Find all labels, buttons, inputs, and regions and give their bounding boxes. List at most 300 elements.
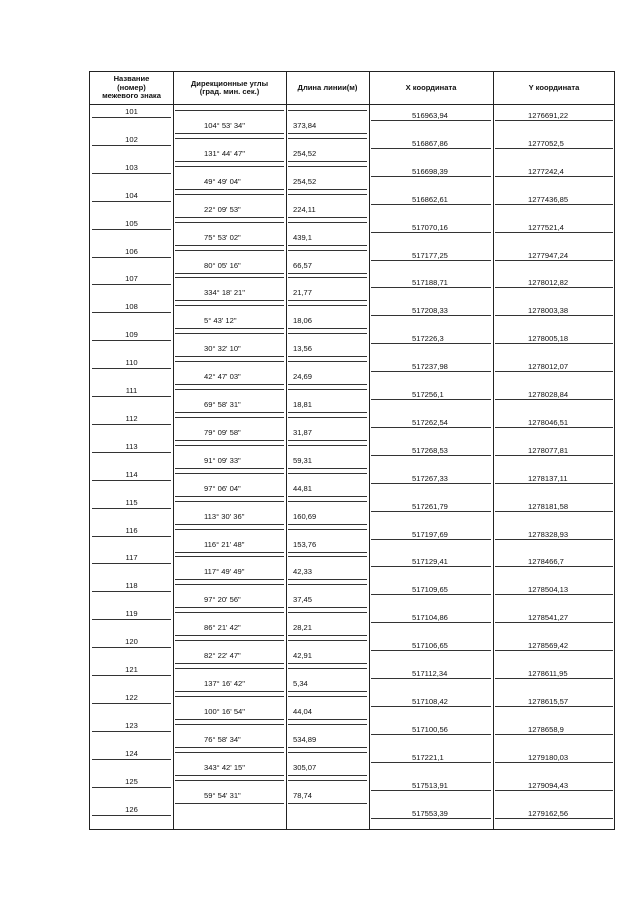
row-rule [288, 640, 367, 641]
row-rule [495, 371, 613, 372]
y-coordinate: 1278658,9 [528, 724, 564, 734]
direction-angle: 76° 58' 34" [204, 734, 241, 744]
point-name: 121 [125, 665, 138, 674]
row-rule [175, 612, 284, 613]
point-name: 114 [125, 469, 138, 479]
table-body [90, 105, 614, 831]
y-coordinate: 1278028,84 [528, 390, 569, 399]
row-rule [288, 417, 367, 418]
line-length: 66,57 [293, 260, 313, 270]
line-length: 305,07 [293, 762, 317, 772]
y-coordinate: 1276691,22 [528, 111, 569, 120]
x-coordinate: 517261,79 [412, 501, 448, 511]
row-rule [175, 166, 284, 167]
row-rule [288, 384, 367, 385]
row-rule [371, 762, 491, 763]
row-rule [371, 260, 491, 261]
row-rule [495, 260, 613, 261]
x-coordinate: 517221,1 [412, 752, 444, 762]
row-rule [288, 724, 367, 725]
row-rule [288, 803, 367, 804]
row-rule [371, 734, 491, 735]
point-name: 106 [125, 246, 138, 256]
row-rule [175, 333, 284, 334]
row-rule [92, 591, 171, 592]
row-rule [175, 222, 284, 223]
point-name: 124 [125, 748, 138, 758]
row-rule [92, 173, 171, 174]
row-rule [288, 222, 367, 223]
row-rule [371, 343, 491, 344]
row-rule [371, 483, 491, 484]
row-rule [495, 148, 613, 149]
row-rule [175, 356, 284, 357]
row-rule [371, 204, 491, 205]
row-rule [371, 511, 491, 512]
row-rule [495, 539, 613, 540]
row-rule [175, 217, 284, 218]
x-coordinate: 517108,42 [412, 696, 448, 706]
direction-angle: 86° 21' 42" [204, 623, 241, 633]
row-rule [495, 427, 613, 428]
direction-angle: 30° 32' 10" [204, 344, 241, 354]
row-rule [288, 161, 367, 162]
x-coordinate: 517177,25 [412, 250, 448, 260]
row-rule [92, 368, 171, 369]
point-name: 120 [125, 637, 138, 647]
row-rule [92, 145, 171, 146]
row-rule [175, 300, 284, 301]
y-coordinate: 1279162,56 [528, 808, 569, 818]
row-rule [288, 696, 367, 697]
row-rule [92, 759, 171, 760]
point-name: 119 [125, 609, 138, 619]
row-rule [288, 110, 367, 111]
direction-angle: 75° 53' 02" [204, 232, 241, 242]
row-rule [288, 300, 367, 301]
point-name: 110 [125, 358, 138, 368]
row-rule [175, 273, 284, 274]
row-rule [288, 501, 367, 502]
row-rule [288, 579, 367, 580]
row-rule [288, 691, 367, 692]
row-rule [288, 356, 367, 357]
row-rule [495, 650, 613, 651]
row-rule [92, 257, 171, 258]
point-name: 101 [125, 107, 138, 116]
row-rule [288, 133, 367, 134]
direction-angle: 42° 47' 03" [204, 372, 241, 382]
y-coordinate: 1278137,11 [528, 473, 568, 483]
row-rule [92, 117, 171, 118]
row-rule [175, 361, 284, 362]
point-name: 109 [125, 330, 138, 340]
line-length: 160,69 [293, 511, 317, 521]
direction-angle: 113° 30' 36" [204, 511, 245, 521]
x-coordinate: 517129,41 [412, 557, 448, 567]
row-rule [288, 719, 367, 720]
row-rule [288, 389, 367, 390]
x-coordinate: 517267,33 [412, 473, 448, 483]
direction-angle: 97° 06' 04" [204, 483, 241, 493]
row-rule [371, 427, 491, 428]
line-length: 153,76 [293, 539, 317, 549]
y-coordinate: 1278541,27 [528, 613, 569, 623]
row-rule [175, 305, 284, 306]
line-length: 21,77 [293, 288, 313, 298]
x-coordinate: 517104,86 [412, 613, 448, 623]
row-rule [175, 445, 284, 446]
row-rule [495, 594, 613, 595]
row-rule [175, 133, 284, 134]
row-rule [92, 647, 171, 648]
point-name: 104 [125, 190, 138, 200]
y-coordinate: 1278003,38 [528, 306, 569, 316]
row-rule [175, 780, 284, 781]
direction-angle: 59° 54' 31" [204, 790, 241, 800]
row-rule [288, 412, 367, 413]
row-rule [175, 138, 284, 139]
row-rule [175, 556, 284, 557]
y-coordinate: 1279180,03 [528, 752, 569, 762]
row-rule [92, 731, 171, 732]
row-rule [495, 343, 613, 344]
row-rule [288, 361, 367, 362]
row-rule [175, 640, 284, 641]
row-rule [288, 217, 367, 218]
row-rule [495, 706, 613, 707]
x-coordinate: 517553,39 [412, 808, 448, 818]
direction-angle: 91° 09' 33" [204, 455, 241, 465]
y-coordinate: 1279094,43 [528, 780, 569, 790]
direction-angle: 343° 42' 15" [204, 762, 245, 772]
row-rule [92, 536, 171, 537]
row-rule [175, 529, 284, 530]
row-rule [495, 818, 613, 819]
row-rule [371, 399, 491, 400]
x-coordinate: 516698,39 [412, 166, 448, 176]
row-rule [175, 691, 284, 692]
row-rule [288, 552, 367, 553]
line-length: 44,81 [293, 483, 313, 493]
row-rule [175, 501, 284, 502]
row-rule [288, 473, 367, 474]
row-rule [495, 678, 613, 679]
row-rule [288, 752, 367, 753]
x-coordinate: 517268,53 [412, 445, 448, 455]
row-rule [495, 120, 613, 121]
row-rule [288, 138, 367, 139]
row-rule [175, 189, 284, 190]
x-coordinate: 517106,65 [412, 641, 448, 651]
row-rule [175, 161, 284, 162]
x-coordinate: 517208,33 [412, 306, 448, 316]
line-length: 78,74 [293, 790, 313, 800]
line-length: 59,31 [293, 455, 313, 465]
y-coordinate: 1277521,4 [528, 222, 564, 232]
row-rule [288, 668, 367, 669]
row-rule [371, 706, 491, 707]
row-rule [175, 607, 284, 608]
row-rule [495, 511, 613, 512]
row-rule [175, 389, 284, 390]
row-rule [175, 803, 284, 804]
y-coordinate: 1278611,95 [528, 669, 568, 678]
row-rule [175, 663, 284, 664]
row-rule [495, 204, 613, 205]
row-rule [175, 724, 284, 725]
row-rule [495, 455, 613, 456]
row-rule [495, 734, 613, 735]
y-coordinate: 1277436,85 [528, 194, 569, 204]
point-name: 126 [125, 804, 138, 814]
direction-angle: 137° 16' 42" [204, 679, 245, 688]
row-rule [495, 232, 613, 233]
row-rule [288, 775, 367, 776]
line-length: 5,34 [293, 679, 308, 688]
row-rule [92, 563, 171, 564]
y-coordinate: 1278504,13 [528, 585, 569, 595]
y-coordinate: 1277052,5 [528, 138, 564, 148]
row-rule [175, 473, 284, 474]
line-length: 28,21 [293, 623, 313, 633]
line-length: 44,04 [293, 706, 313, 716]
y-coordinate: 1278046,51 [528, 417, 569, 427]
row-rule [175, 110, 284, 111]
header-x-coordinate: X координата [405, 82, 457, 92]
x-coordinate: 516867,86 [412, 138, 448, 148]
direction-angle: 49° 49' 04" [204, 176, 241, 186]
line-length: 24,69 [293, 372, 313, 382]
row-rule [495, 566, 613, 567]
row-rule [288, 556, 367, 557]
row-rule [92, 480, 171, 481]
row-rule [371, 622, 491, 623]
point-name: 107 [125, 274, 138, 284]
direction-angle: 334° 18' 21" [204, 288, 245, 298]
row-rule [175, 277, 284, 278]
row-rule [288, 277, 367, 278]
row-rule [175, 552, 284, 553]
y-coordinate: 1278012,07 [528, 362, 569, 372]
row-rule [92, 703, 171, 704]
row-rule [175, 579, 284, 580]
row-rule [92, 312, 171, 313]
direction-angle: 100° 16' 54" [204, 706, 245, 716]
row-rule [92, 284, 171, 285]
row-rule [288, 445, 367, 446]
row-rule [495, 790, 613, 791]
row-rule [371, 594, 491, 595]
point-name: 115 [125, 497, 138, 507]
x-coordinate: 517256,1 [412, 390, 444, 399]
y-coordinate: 1277242,4 [528, 166, 564, 176]
direction-angle: 79° 09' 58" [204, 427, 241, 437]
point-name: 102 [125, 134, 138, 144]
row-rule [288, 524, 367, 525]
row-rule [288, 305, 367, 306]
row-rule [288, 245, 367, 246]
point-name: 123 [125, 720, 138, 730]
x-coordinate: 517197,69 [412, 529, 448, 539]
row-rule [495, 176, 613, 177]
row-rule [371, 148, 491, 149]
header-direction-angle: Дирекционные углы (град. мин. сек.) [190, 78, 269, 96]
row-rule [175, 328, 284, 329]
row-rule [371, 678, 491, 679]
row-rule [495, 762, 613, 763]
row-rule [371, 566, 491, 567]
row-rule [371, 790, 491, 791]
row-rule [288, 607, 367, 608]
header-y-coordinate: Y координата [528, 82, 580, 92]
point-name: 122 [125, 692, 138, 702]
row-rule [175, 747, 284, 748]
line-length: 13,56 [293, 344, 313, 354]
row-rule [495, 622, 613, 623]
direction-angle: 22° 09' 53" [204, 204, 241, 214]
direction-angle: 69° 58' 31" [204, 400, 241, 409]
row-rule [288, 584, 367, 585]
row-rule [288, 663, 367, 664]
row-rule [371, 650, 491, 651]
row-rule [288, 273, 367, 274]
row-rule [92, 508, 171, 509]
row-rule [175, 440, 284, 441]
row-rule [371, 120, 491, 121]
direction-angle: 117° 49' 49" [204, 567, 245, 577]
x-coordinate: 516963,94 [412, 111, 448, 120]
direction-angle: 131° 44' 47" [204, 148, 245, 158]
row-rule [92, 396, 171, 397]
header-point-name: Название (номер) межевого знака [102, 74, 161, 101]
row-rule [92, 787, 171, 788]
line-length: 373,84 [293, 121, 317, 130]
row-rule [288, 194, 367, 195]
y-coordinate: 1278328,93 [528, 529, 569, 539]
row-rule [92, 201, 171, 202]
x-coordinate: 517262,54 [412, 417, 448, 427]
line-length: 224,11 [293, 204, 316, 214]
row-rule [288, 635, 367, 636]
point-name: 116 [125, 525, 138, 535]
direction-angle: 80° 05' 16" [204, 260, 241, 270]
row-rule [371, 818, 491, 819]
row-rule [495, 483, 613, 484]
point-name: 118 [125, 581, 138, 591]
x-coordinate: 517109,65 [412, 585, 448, 595]
y-coordinate: 1278615,57 [528, 696, 569, 706]
row-rule [92, 452, 171, 453]
line-length: 18,81 [293, 400, 313, 409]
row-rule [175, 696, 284, 697]
header-line-length: Длина линии(м) [297, 82, 358, 92]
row-rule [175, 496, 284, 497]
row-rule [92, 815, 171, 816]
row-rule [371, 315, 491, 316]
line-length: 31,87 [293, 427, 313, 437]
direction-angle: 104° 53' 34" [204, 121, 245, 130]
row-rule [175, 524, 284, 525]
row-rule [92, 340, 171, 341]
row-rule [288, 612, 367, 613]
y-coordinate: 1277947,24 [528, 250, 569, 260]
y-coordinate: 1278466,7 [528, 557, 564, 567]
point-name: 111 [125, 386, 138, 395]
x-coordinate: 517237,98 [412, 362, 448, 372]
table-header [90, 72, 614, 105]
row-rule [175, 245, 284, 246]
point-name: 125 [125, 776, 138, 786]
row-rule [371, 371, 491, 372]
line-length: 18,06 [293, 316, 313, 326]
row-rule [288, 496, 367, 497]
point-name: 117 [125, 553, 138, 563]
line-length: 534,89 [293, 734, 317, 744]
row-rule [371, 455, 491, 456]
row-rule [175, 384, 284, 385]
row-rule [175, 635, 284, 636]
row-rule [288, 166, 367, 167]
row-rule [175, 412, 284, 413]
row-rule [92, 675, 171, 676]
row-rule [175, 775, 284, 776]
row-rule [92, 229, 171, 230]
line-length: 254,52 [293, 176, 317, 186]
line-length: 42,33 [293, 567, 313, 577]
row-rule [175, 584, 284, 585]
row-rule [92, 424, 171, 425]
x-coordinate: 517112,34 [412, 669, 448, 678]
row-rule [175, 250, 284, 251]
row-rule [371, 232, 491, 233]
row-rule [288, 468, 367, 469]
row-rule [371, 539, 491, 540]
y-coordinate: 1278077,81 [528, 445, 569, 455]
row-rule [288, 333, 367, 334]
line-length: 254,52 [293, 148, 317, 158]
row-rule [175, 668, 284, 669]
direction-angle: 82° 22' 47" [204, 651, 241, 661]
row-rule [175, 194, 284, 195]
row-rule [371, 176, 491, 177]
point-name: 113 [125, 441, 138, 451]
row-rule [495, 287, 613, 288]
direction-angle: 116° 21' 48" [204, 539, 245, 549]
row-rule [288, 780, 367, 781]
row-rule [175, 719, 284, 720]
x-coordinate: 517188,71 [412, 278, 448, 288]
row-rule [175, 417, 284, 418]
row-rule [288, 328, 367, 329]
row-rule [175, 468, 284, 469]
x-coordinate: 516862,61 [412, 194, 448, 204]
x-coordinate: 517226,3 [412, 334, 444, 344]
row-rule [92, 619, 171, 620]
direction-angle: 97° 20' 56" [204, 595, 241, 605]
point-name: 105 [125, 218, 138, 228]
row-rule [495, 315, 613, 316]
y-coordinate: 1278181,58 [528, 501, 569, 511]
point-name: 112 [125, 413, 138, 423]
row-rule [288, 747, 367, 748]
point-name: 108 [125, 302, 138, 312]
line-length: 37,45 [293, 595, 313, 605]
row-rule [288, 189, 367, 190]
row-rule [288, 529, 367, 530]
point-name: 103 [125, 162, 138, 172]
x-coordinate: 517070,16 [412, 222, 448, 232]
